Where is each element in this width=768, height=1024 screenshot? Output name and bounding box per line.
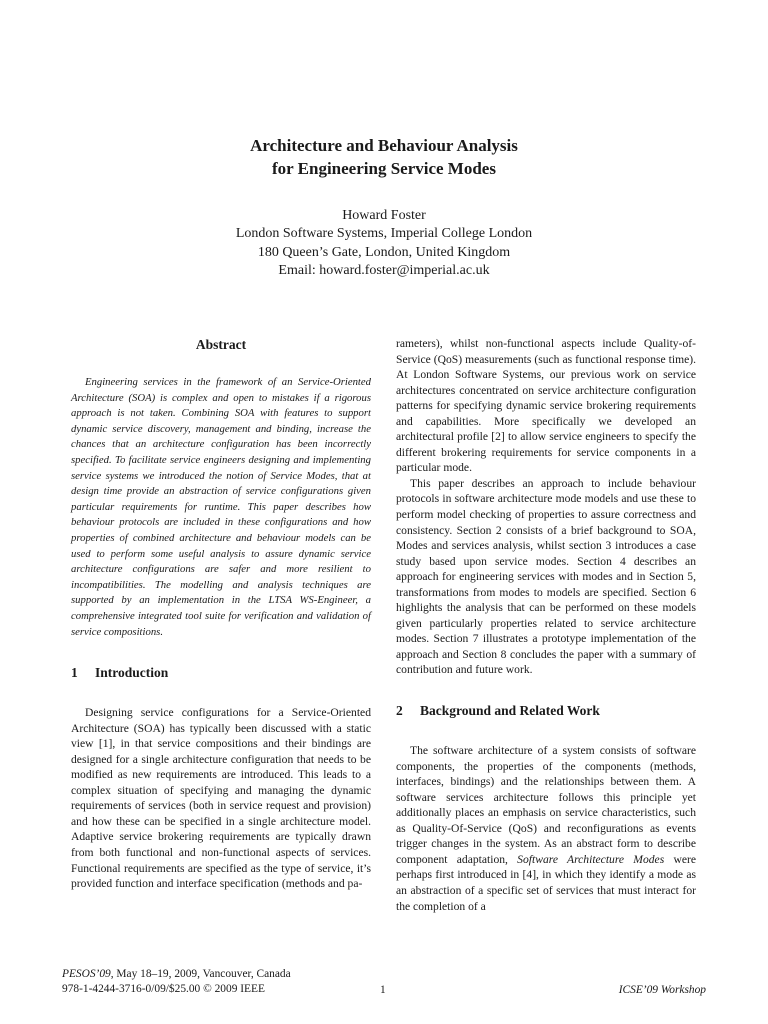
author-block xyxy=(0,207,768,280)
right-column-continuation: rameters), whilst non-functional aspects include Quality-of-Service (QoS) measurements (such as functional response time). At London Software Systems, our previous work on service architectures concentrated on service architecture configuration patterns for specifying dynamic service brokering requirements and capabilities. More specifically we developed an architectural profile [2] to allow service engineers to specify the different brokering requirements for service components in a particular mode. xyxy=(396,337,696,475)
footer-workshop: ICSE’09 Workshop xyxy=(618,984,706,996)
section-2-text-end: were perhaps first introduced in [4], in which they identify a mode as an abstraction of a specific set of services that must interact for the completion of a xyxy=(396,852,696,913)
footer-page-number: 1 xyxy=(380,984,386,996)
title-line-2: for Engineering Service Modes xyxy=(272,159,496,178)
right-column xyxy=(396,336,696,914)
section-2-paragraph xyxy=(396,743,696,914)
section-2-heading xyxy=(396,702,696,719)
title-line-1: Architecture and Behaviour Analysis xyxy=(250,136,518,155)
section-1-number: 1 xyxy=(71,665,78,681)
section-2-text-start: The software architecture of a system consists of software components, the properties of the components (methods, interfaces, bindings) and the relationships between them. A software services architecture follows this principle yet additionally places an emphasis on service characteristics, such as Quality-Of-Service (QoS) and reconfigurations as events trigger changes in the system. As an abstract form to describe component adaptation, xyxy=(396,744,696,866)
abstract-heading: Abstract xyxy=(195,337,247,352)
section-1-paragraph: Designing service configurations for a Service-Oriented Architecture (SOA) has typically been discussed with a static view [1], in that service compositions and their bindings are designed for a single architecture configuration that needs to be modified as new requirements are introduced. This leads to a complex situation of specifying and managing the dynamic requirements of services (both in service request and provision) and how these can be specified in a single architecture model. Adaptive service brokering requirements are typically drawn from both functional and non-functional aspects of services. Functional requirements are specified as the type of service, it’s provided function and interface specification (methods and pa- xyxy=(71,706,371,891)
author-address: 180 Queen’s Gate, London, United Kingdom xyxy=(257,244,511,260)
left-column xyxy=(71,336,371,892)
section-2-italic-term: Software Architecture Modes xyxy=(517,852,665,866)
section-2-title: Background and Related Work xyxy=(420,703,600,719)
section-2-number: 2 xyxy=(396,703,403,719)
footer-venue-rest: , May 18–19, 2009, Vancouver, Canada xyxy=(110,968,291,980)
author-name: Howard Foster xyxy=(342,208,426,223)
footer-venue-name: PESOS’09 xyxy=(62,968,111,980)
abstract-body: Engineering services in the framework of an Service-Oriented Architecture (SOA) is complex and open to mistakes if a rigorous approach is not taken. Combining SOA with features to support dynamic service discovery, management and binding, increase the chances that an architecture configuration has been incorrectly specified. To facilitate service engineers designing and implementing service systems we introduced the notion of Service Modes, that at design time provide an abstraction of service configurations given particular requirements for runtime. This paper describes how behaviour protocols are included in these configurations and how properties of combined architecture and behaviour models can be used to perform some useful analysis to assure dynamic service architecture configurations are safer and more resilient to incompatibilities. The modelling and analysis techniques are supported by an implementation in the LTSA WS-Engineer, a comprehensive integrated tool suite for verification and validation of service compositions. xyxy=(71,376,371,638)
author-affiliation: London Software Systems, Imperial College London xyxy=(235,226,533,242)
footer-venue xyxy=(62,967,291,998)
author-email: Email: howard.foster@imperial.ac.uk xyxy=(278,262,490,278)
paper-title xyxy=(0,134,768,180)
right-column-paragraph-2: This paper describes an approach to include behaviour protocols in software architecture mode models and use these to perform model checking of properties to assure correctness and consistency. Section 2 consists of a brief background to SOA, Modes and services analysis, whilst section 3 introduces a case study based upon service modes. Section 4 describes an approach for engineering services with modes and in Section 5, transformations from modes to models are specified. Section 6 highlights the analysis that can be performed on these models given particularly properties related to service architecture modes. Section 7 illustrates a prototype implementation of the approach and Section 8 concludes the paper with a summary of contribution and future work. xyxy=(396,476,696,677)
section-1-title: Introduction xyxy=(95,665,169,681)
footer-venue-line xyxy=(62,967,291,982)
footer-isbn: 978-1-4244-3716-0/09/$25.00 © 2009 IEEE xyxy=(62,983,265,996)
section-1-heading xyxy=(71,664,371,681)
